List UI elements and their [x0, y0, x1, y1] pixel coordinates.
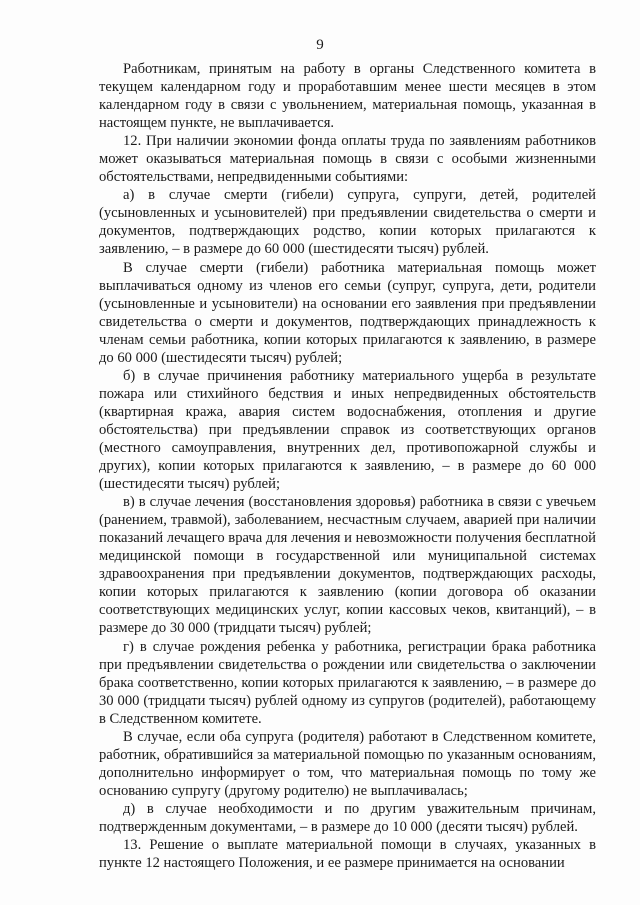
paragraph-subitem-b: б) в случае причинения работнику материального ущерба в результате пожара или стихийного бедствия и иных непредвиденных обстоятельств (квартирная кража, авария систем водоснабжения, отопления и другие обстоятельства) при предъявлении справок из соответствующих органов (местного самоуправления, внутренних дел, противопожарной службы и других), копии которых прилагаются к заявлению, – в размере до 60 000 (шестидесяти тысяч) рублей; [99, 367, 596, 493]
paragraph-subitem-a: а) в случае смерти (гибели) супруга, супруги, детей, родителей (усыновленных и усыновителей) при предъявлении свидетельства о смерти и документов, подтверждающих родство, копии которых прилагаются к заявлению, – в размере до 60 000 (шестидесяти тысяч) рублей. [99, 187, 596, 258]
paragraph-dismissal-note: Работникам, принятым на работу в органы Следственного комитета в текущем календарном году и проработавшим менее шести месяцев в этом календарном году в связи с увольнением, материальная помощь, указанная в настоящем пункте, не выплачивается. [99, 61, 596, 132]
paragraph-subitem-g: г) в случае рождения ребенка у работника, регистрации брака работника при предъявлении свидетельства о рождении или свидетельства о заключении брака соответственно, копии которых прилагаются к заявлению, – в размере до 30 000 (тридцати тысяч) рублей одному из супругов (родителей), работающему в Следственном комитете. [99, 638, 596, 727]
paragraph-subitem-d: д) в случае необходимости и по другим уважительным причинам, подтвержденным документами, – в размере до 10 000 (десяти тысяч) рублей. [99, 800, 596, 835]
document-body [99, 60, 596, 872]
paragraph-item-12: 12. При наличии экономии фонда оплаты труда по заявлениям работников может оказываться материальная помощь в связи с особыми жизненными обстоятельствами, непредвиденными событиями: [99, 133, 596, 186]
page-number: 9 [316, 37, 324, 53]
paragraph-subitem-v: в) в случае лечения (восстановления здоровья) работника в связи с увечьем (ранением, травмой), заболеванием, несчастным случаем, аварией при наличии показаний лечащего врача для лечения и невозможности получения бесплатной медицинской помощи в государственной или муниципальной системах здравоохранения при предъявлении документов, подтверждающих расходы, копии которых прилагаются к заявлению (копии договора об оказании соответствующих медицинских услуг, копии кассовых чеков, квитанций), – в размере до 30 000 (тридцати тысяч) рублей; [99, 494, 596, 637]
paragraph-item-13: 13. Решение о выплате материальной помощи в случаях, указанных в пункте 12 настоящего Положения, и ее размере принимается на основании [99, 837, 596, 872]
paragraph-both-spouses: В случае, если оба супруга (родителя) работают в Следственном комитете, работник, обратившийся за материальной помощью по указанным основаниям, дополнительно информирует о том, что материальная помощь по тому же основанию супругу (другому родителю) не выплачивалась; [99, 728, 596, 799]
paragraph-employee-death: В случае смерти (гибели) работника материальная помощь может выплачиваться одному из членов его семьи (супруг, супруга, дети, родители (усыновленные и усыновители) на основании его заявления при предъявлении свидетельства о смерти и документов, подтверждающих принадлежность к членам семьи работника, копии которых прилагаются к заявлению, в размере до 60 000 (шестидесяти тысяч) рублей; [99, 259, 596, 366]
